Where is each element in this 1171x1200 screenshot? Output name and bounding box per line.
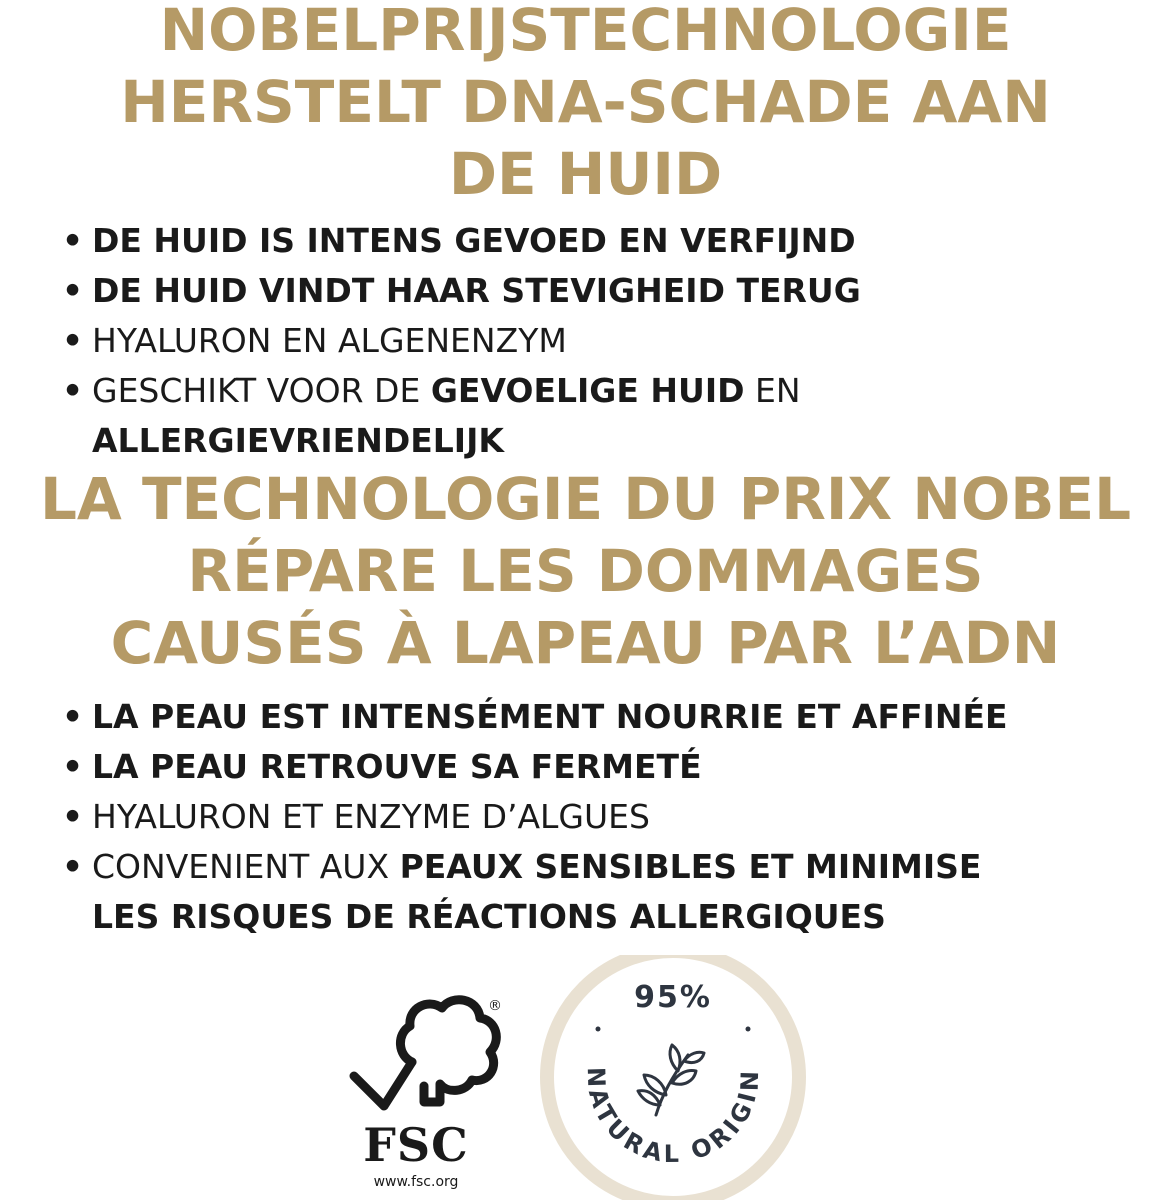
bullet-item — [62, 692, 1008, 742]
bullet-text-part: EN — [744, 371, 801, 410]
natural-origin-badge — [538, 955, 808, 1200]
heading-french-line-1: LA TECHNOLOGIE DU PRIX NOBEL — [39, 465, 1132, 533]
bullet-text-part: CONVENIENT AUX — [92, 847, 400, 886]
bullet-item — [62, 366, 861, 466]
badge-percent: 95% — [634, 980, 712, 1015]
badge-arc-text-path: NATURAL ORIGIN — [581, 1066, 765, 1169]
bullet-text: HYALURON EN ALGENENZYM — [92, 321, 567, 360]
bullet-item — [62, 792, 1008, 842]
fsc-logo — [336, 990, 506, 1196]
bullet-text-emphasis: GEVOELIGE HUID — [430, 371, 745, 410]
fsc-tree-checkmark-icon — [340, 990, 506, 1120]
bullet-item — [62, 216, 861, 266]
bullet-text: LA PEAU EST INTENSÉMENT NOURRIE ET AFFINÉE — [92, 697, 1008, 736]
badge-dot-right — [746, 1027, 751, 1032]
bullet-text: LA PEAU RETROUVE SA FERMETÉ — [92, 747, 702, 786]
heading-french — [0, 463, 1171, 679]
bullet-item — [62, 266, 861, 316]
registered-mark: ® — [488, 998, 502, 1014]
heading-dutch-line-1: NOBELPRIJSTECHNOLOGIE — [159, 0, 1012, 64]
fsc-url: www.fsc.org — [373, 1174, 459, 1190]
bullet-text-part: GESCHIKT VOOR DE — [92, 371, 431, 410]
badge-dot-left — [596, 1027, 601, 1032]
heading-french-line-3: CAUSÉS À LAPEAU PAR L’ADN — [110, 609, 1061, 677]
fsc-label: FSC — [363, 1118, 469, 1172]
heading-dutch-line-2: HERSTELT DNA-SCHADE AAN — [120, 68, 1051, 136]
bullet-text: HYALURON ET ENZYME D’ALGUES — [92, 797, 650, 836]
bullet-text-continuation: LES RISQUES DE RÉACTIONS ALLERGIQUES — [92, 897, 886, 936]
bullet-text: DE HUID VINDT HAAR STEVIGHEID TERUG — [92, 271, 861, 310]
bullet-list-dutch — [62, 216, 861, 466]
heading-french-line-2: RÉPARE LES DOMMAGES — [187, 537, 984, 605]
bullet-item — [62, 316, 861, 366]
bullet-text-continuation: ALLERGIEVRIENDELIJK — [92, 421, 504, 460]
bullet-item — [62, 742, 1008, 792]
bullet-item — [62, 842, 1008, 942]
bullet-text: DE HUID IS INTENS GEVOED EN VERFIJND — [92, 221, 856, 260]
bullet-text-emphasis: PEAUX SENSIBLES ET MINIMISE — [399, 847, 982, 886]
bullet-list-french — [62, 692, 1008, 942]
heading-dutch — [0, 0, 1171, 210]
heading-dutch-line-3: DE HUID — [448, 140, 723, 208]
